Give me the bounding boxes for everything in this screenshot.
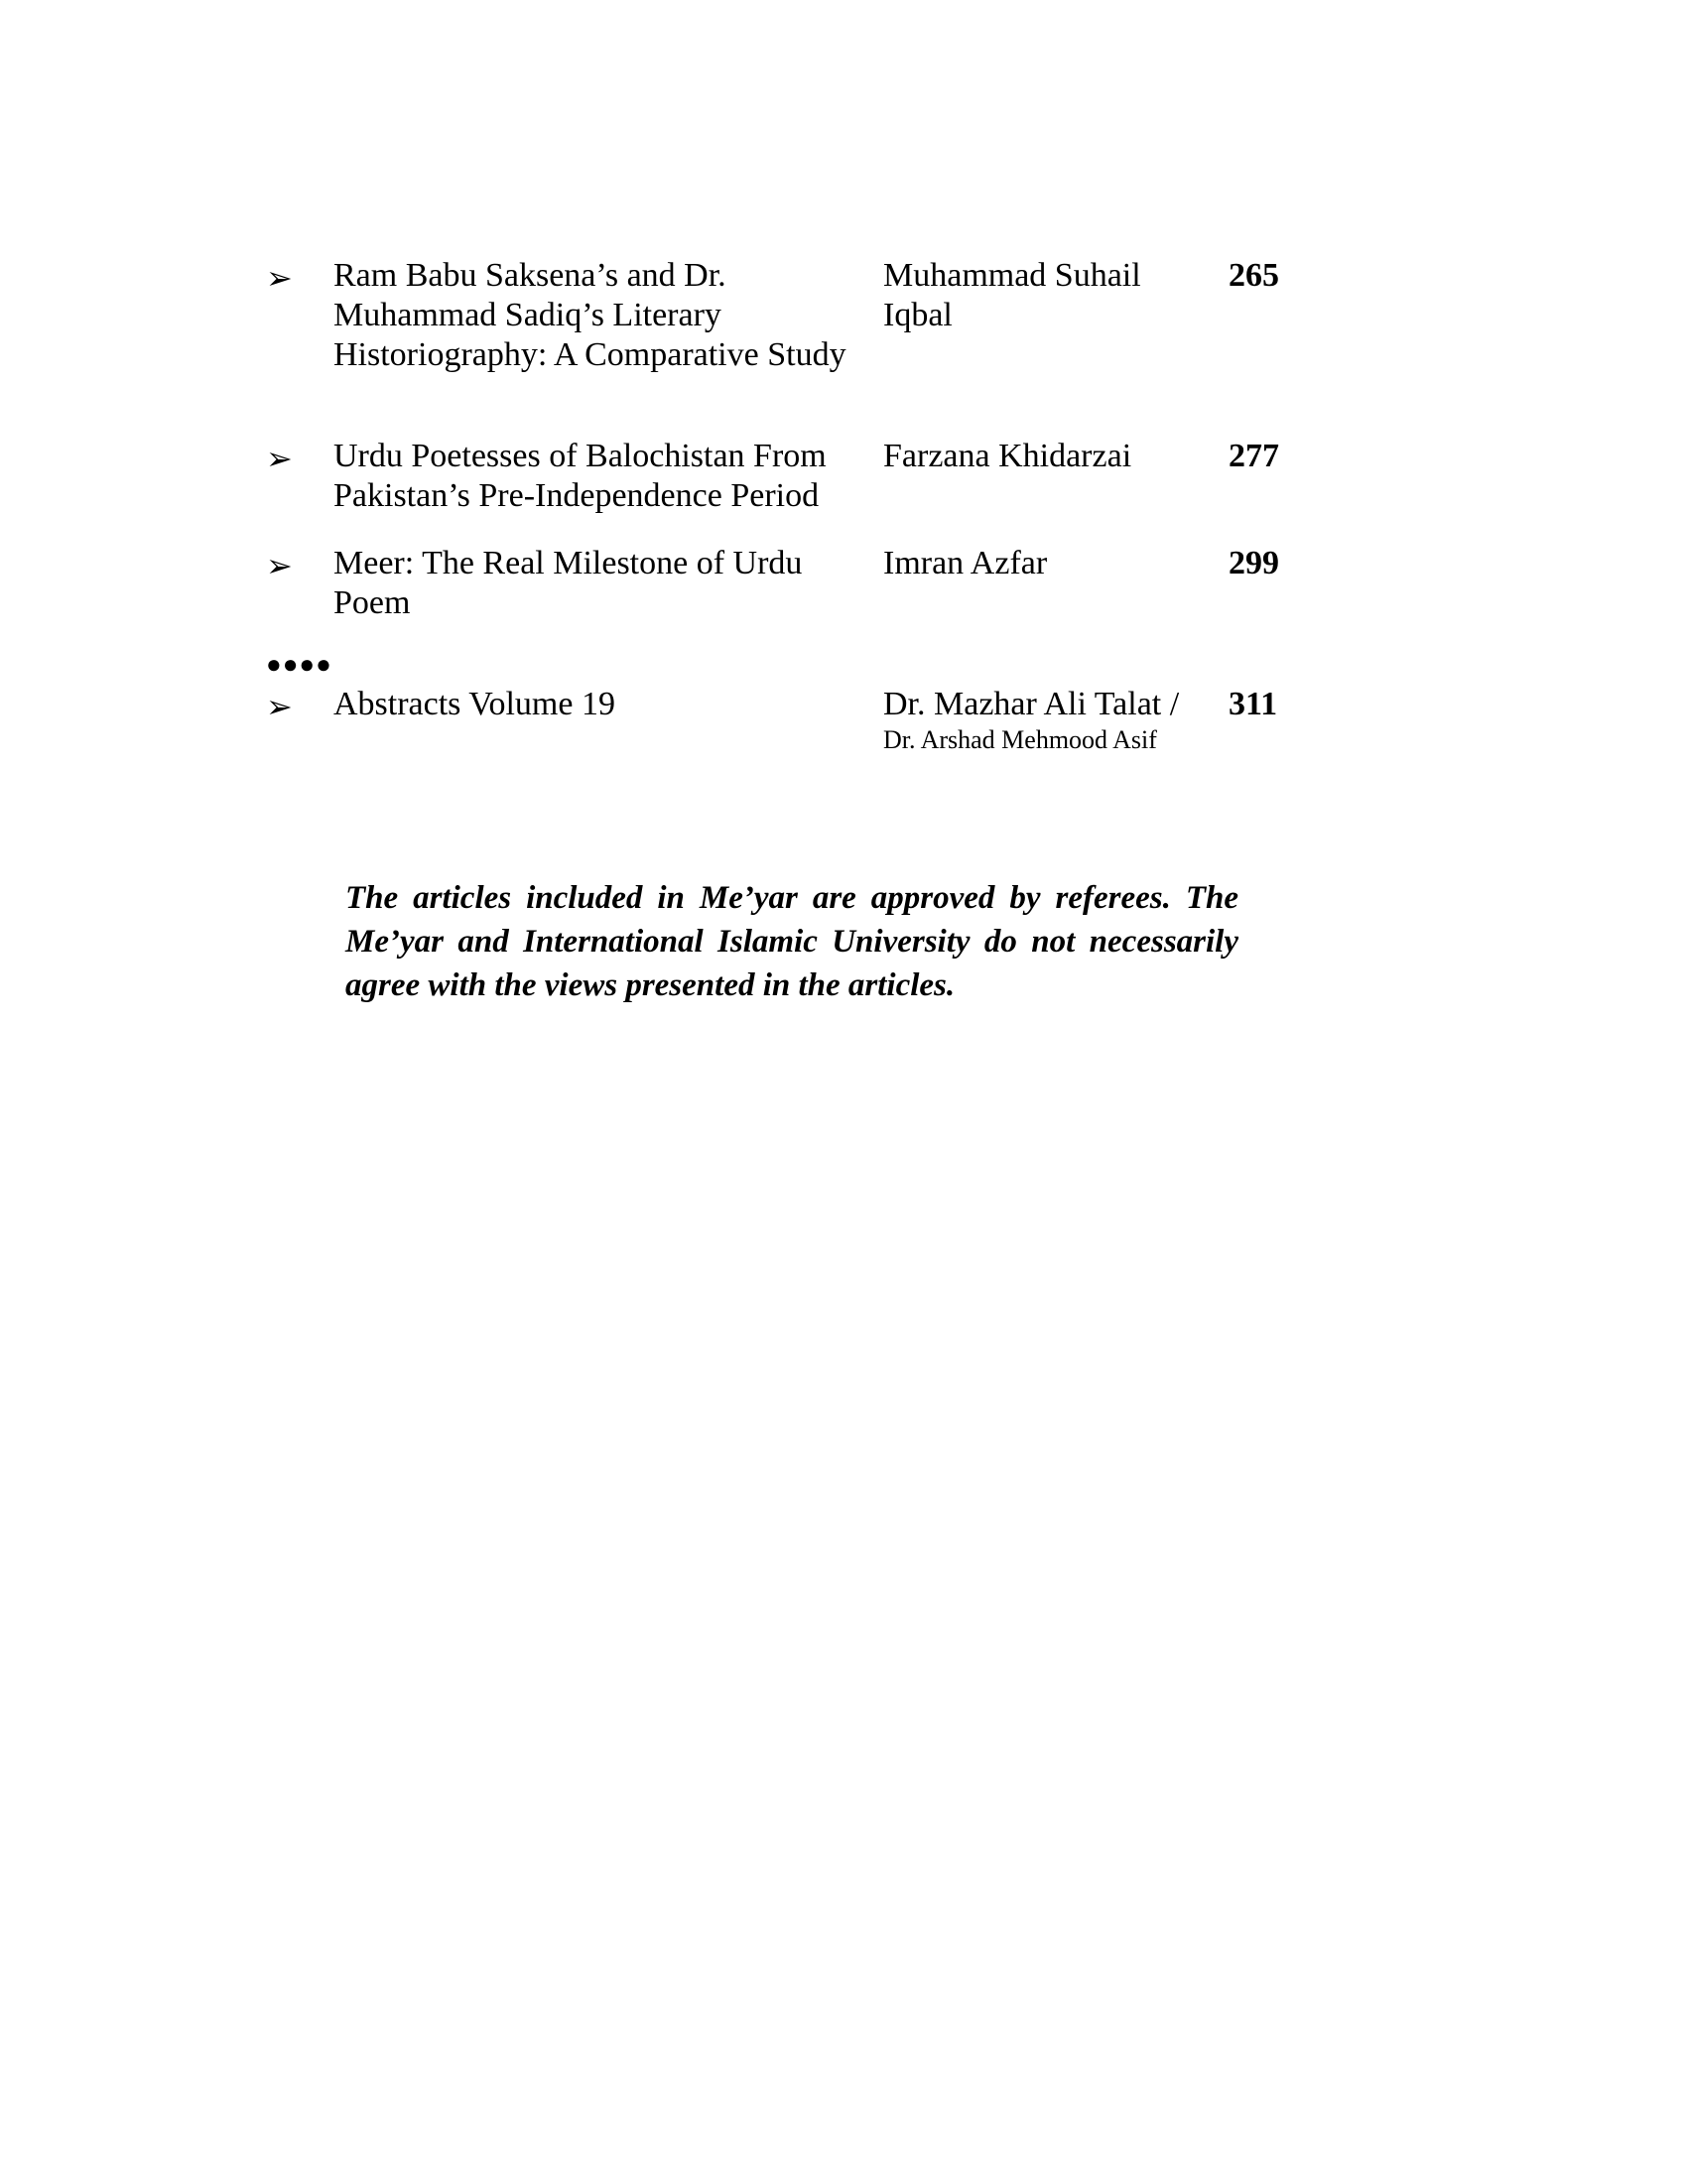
article-title: Meer: The Real Milestone of Urdu Poem	[333, 545, 803, 621]
disclaimer-note: The articles included in Me’yar are approved by referees. The Me’yar and International Islamic University do not necessarily agree with the views presented in the articles.	[345, 880, 1238, 1003]
arrow-bullet-icon: ➢	[266, 689, 293, 724]
article-author	[883, 544, 1211, 583]
toc-entry	[266, 256, 1308, 415]
toc-entry	[266, 437, 1308, 516]
page-number: 277	[1229, 438, 1279, 474]
toc-entry	[266, 685, 1308, 764]
article-author	[883, 437, 1211, 476]
author-name: Dr. Mazhar Ali Talat /	[883, 686, 1180, 722]
arrow-bullet-icon: ➢	[266, 260, 293, 296]
author-name: Imran Azfar	[883, 545, 1048, 581]
page-number: 311	[1229, 686, 1278, 722]
arrow-bullet-icon: ➢	[266, 441, 293, 476]
author-name: Farzana Khidarzai	[883, 438, 1132, 474]
author-name: Muhammad Suhail Iqbal	[883, 257, 1141, 333]
article-title: Abstracts Volume 19	[333, 686, 615, 722]
toc-entry	[266, 544, 1308, 623]
article-author	[883, 256, 1211, 335]
page-number: 299	[1229, 545, 1279, 581]
page-number: 265	[1229, 257, 1279, 294]
article-title: Ram Babu Saksena’s and Dr. Muhammad Sadiq’s Literary Historiography: A Comparative Study	[333, 257, 846, 373]
section-separator-dots: ●●●●	[266, 650, 332, 679]
article-title: Urdu Poetesses of Balochistan From Pakistan’s Pre-Independence Period	[333, 438, 827, 514]
second-author-name: Dr. Arshad Mehmood Asif	[883, 725, 1157, 754]
arrow-bullet-icon: ➢	[266, 548, 293, 583]
article-author	[883, 685, 1211, 756]
